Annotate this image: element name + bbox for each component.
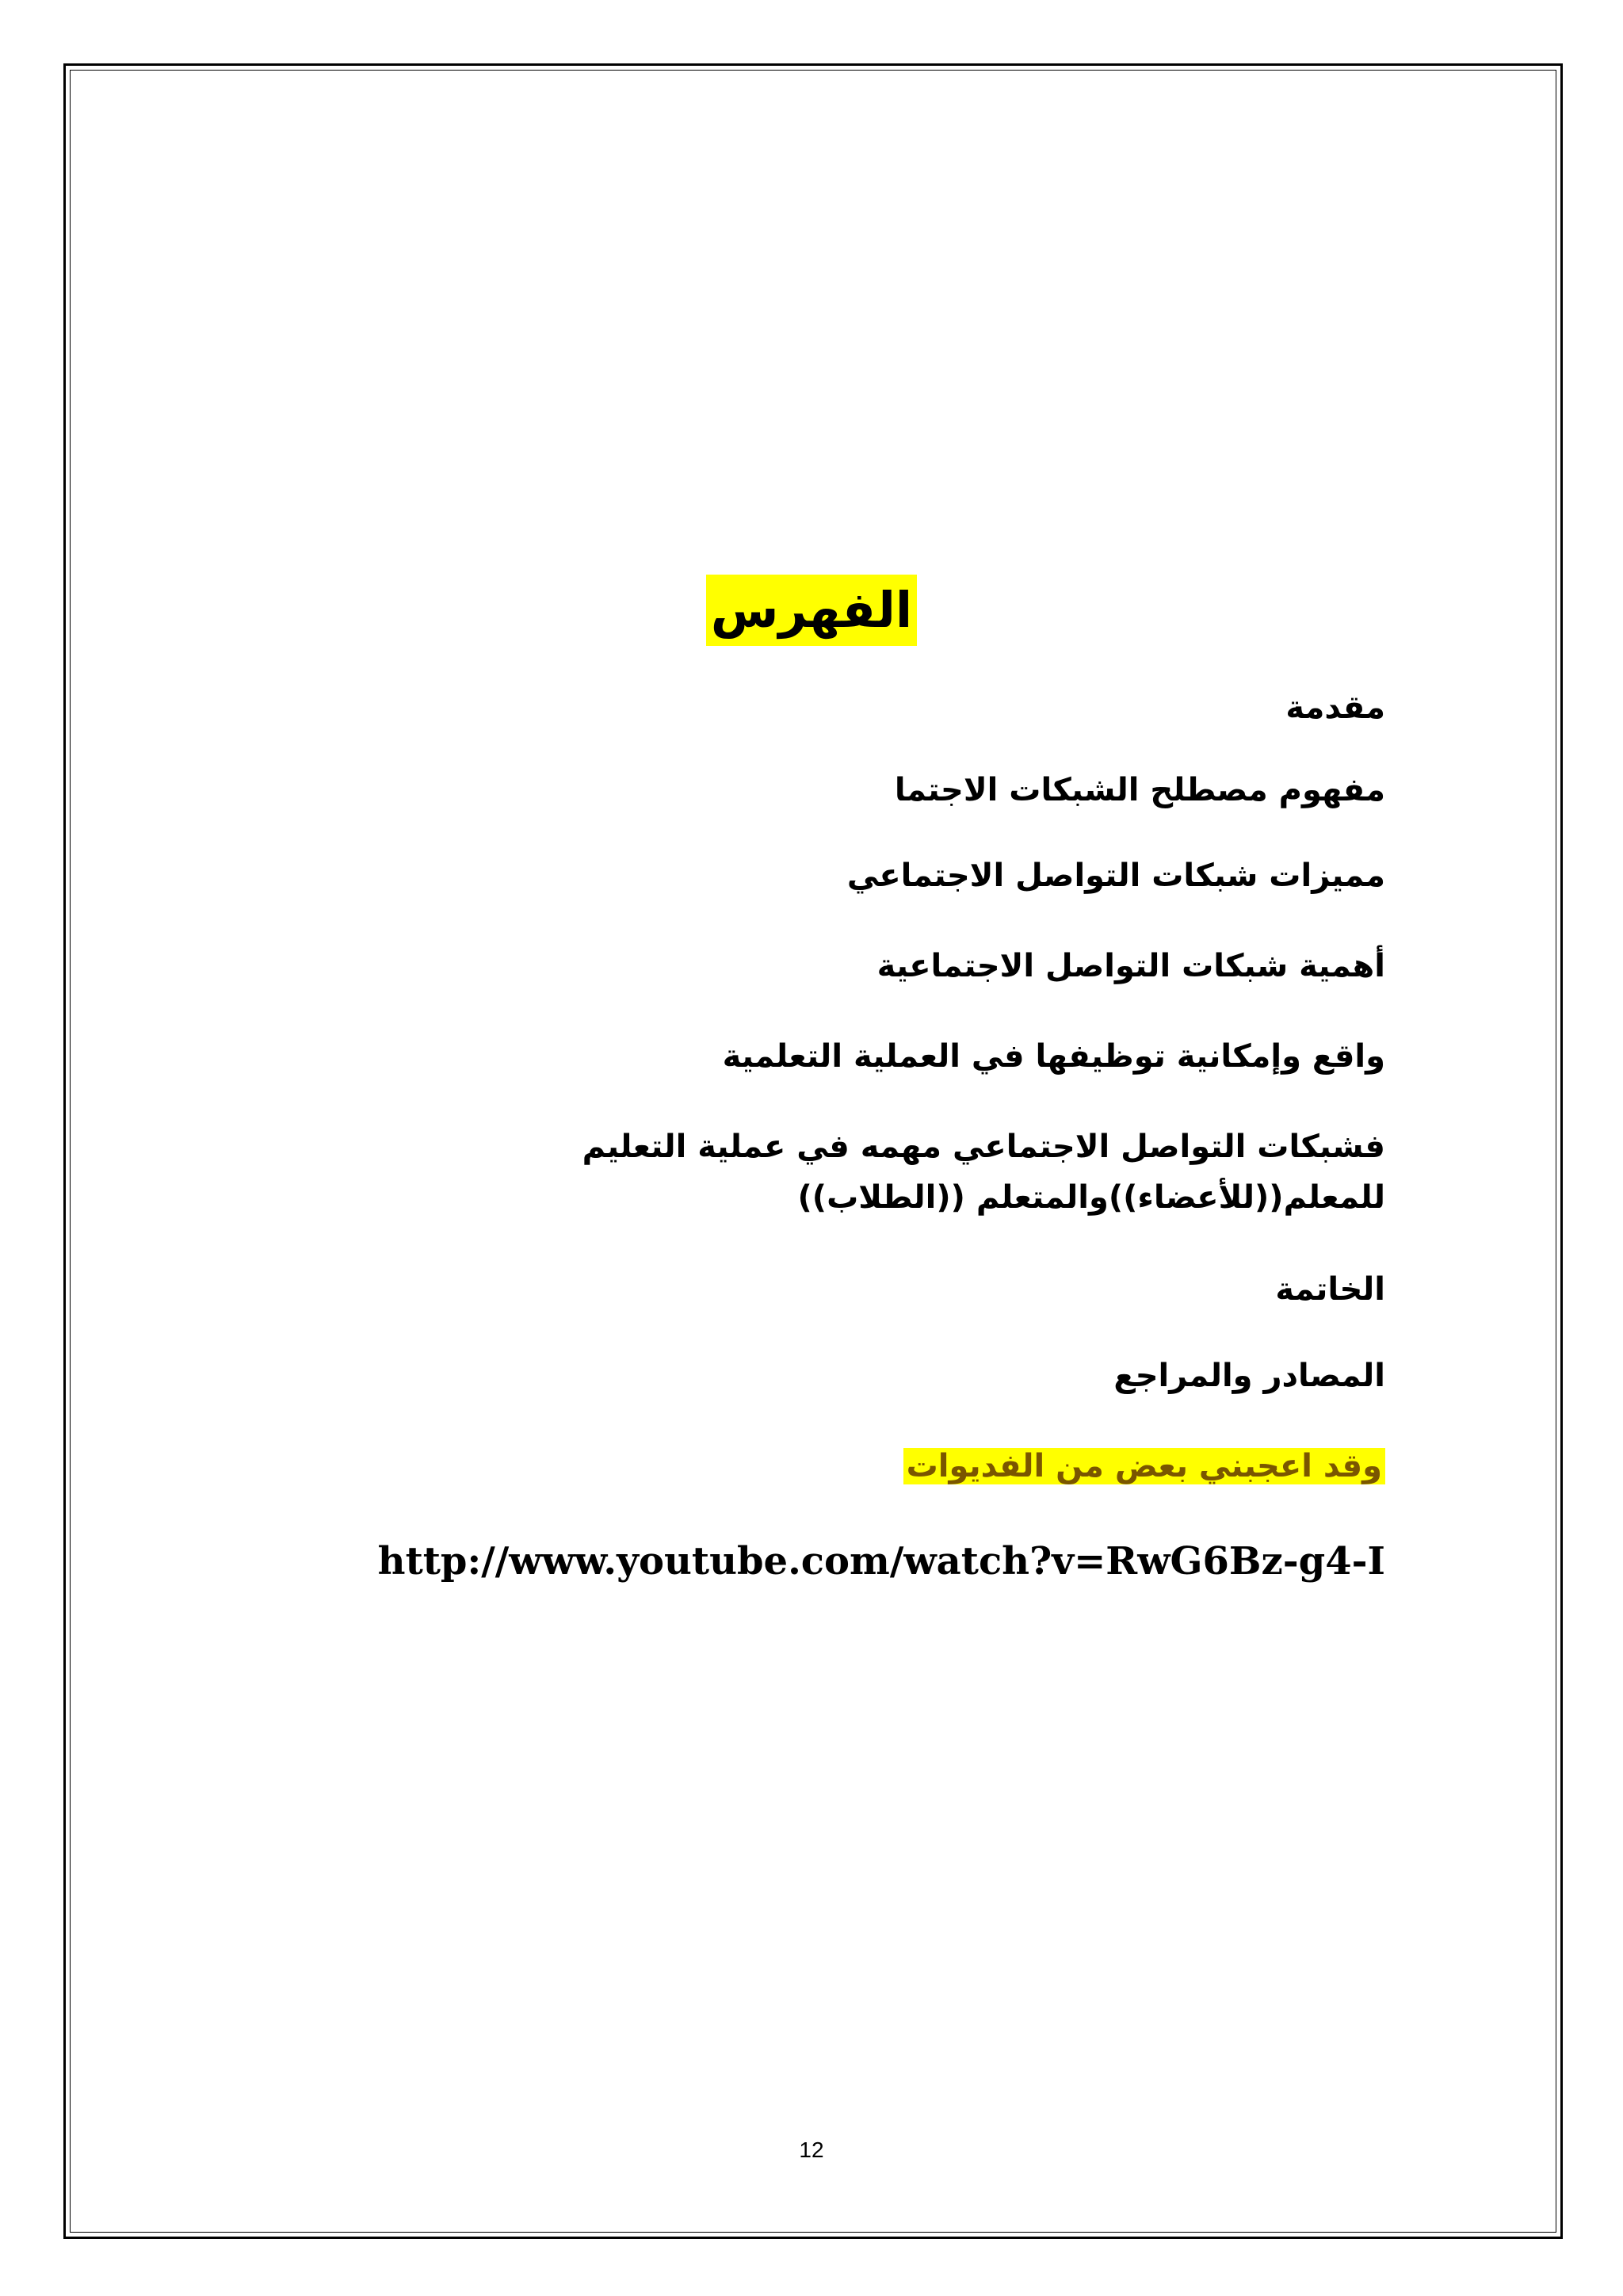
toc-item-reality: واقع وإمكانية توظيفها في العملية التعلمية (722, 1038, 1385, 1075)
youtube-link[interactable]: http://www.youtube.com/watch?v=RwG6Bz-g4-I (377, 1539, 1385, 1584)
toc-item-conclusion: الخاتمة (1275, 1271, 1385, 1308)
toc-item-introduction: مقدمة (1285, 690, 1385, 726)
title-container (0, 575, 1623, 646)
toc-item-concept: مفهوم مصطلح الشبكات الاجتما (894, 772, 1385, 808)
toc-item-references: المصادر والمراجع (1113, 1358, 1385, 1394)
videos-note (903, 1442, 1385, 1490)
index-title: الفهرس (706, 575, 917, 646)
toc-item-importance-teaching: فشبكات التواصل الاجتماعي مهمه في عملية التعليم للمعلم((للأعضاء))والمتعلم ((الطلاب)) (582, 1129, 1385, 1216)
videos-note-text: وقد اعجبني بعض من الفديوات (903, 1448, 1385, 1484)
page-number: 12 (799, 2137, 824, 2162)
toc-item-features: مميزات شبكات التواصل الاجتماعي (846, 858, 1385, 894)
toc-item-importance: أهمية شبكات التواصل الاجتماعية (876, 948, 1385, 984)
